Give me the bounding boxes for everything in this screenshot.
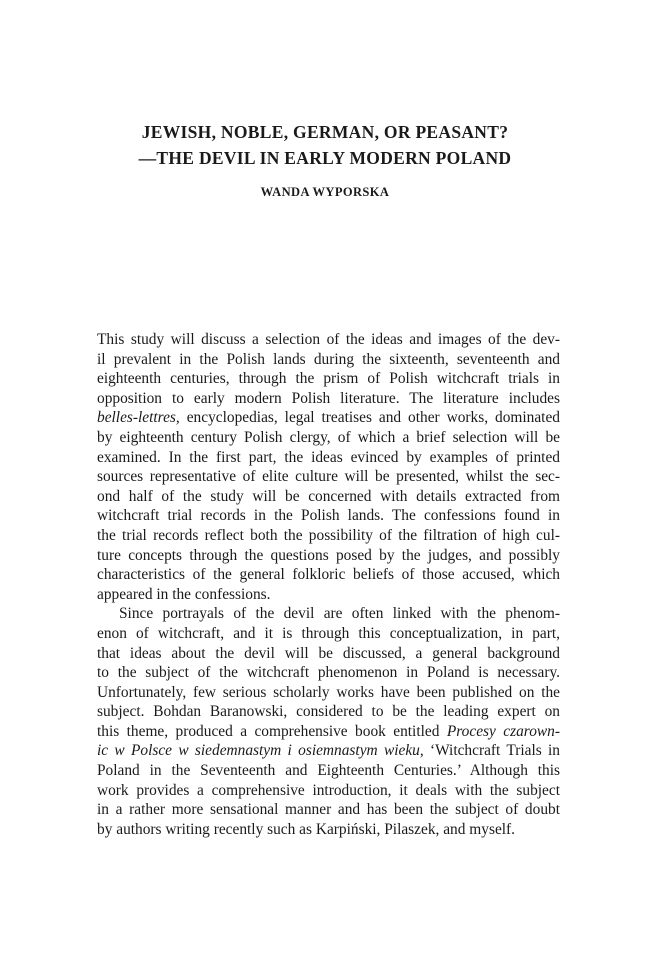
text-line: by authors writing recently such as Karpiński, Pilaszek, and myself. [97, 820, 516, 838]
text-line: sources representative of elite culture will be presented, whilst the sec- [97, 468, 560, 486]
text-line: opposition to early modern Polish literature. The literature includes [97, 389, 560, 407]
text-line: ture concepts through the questions posed by the judges, and possibly [97, 546, 560, 564]
chapter-title-line-2: —THE DEVIL IN EARLY MODERN POLAND [138, 148, 512, 168]
text-line: Poland in the Seventeenth and Eighteenth Centuries.’ Although this [97, 762, 560, 780]
text-line: subject. Bohdan Baranowski, considered to be the leading expert on [97, 703, 560, 721]
text-line: Unfortunately, few serious scholarly works have been published on the [97, 683, 560, 701]
text-run: ‘Witchcraft Trials in [430, 742, 560, 760]
text-line: eighteenth centuries, through the prism of Polish witchcraft trials in [97, 370, 560, 388]
text-line: in a rather more sensational manner and has been the subject of doubt [97, 801, 560, 819]
text-line [97, 722, 560, 742]
italic-title: Procesy czarown- [446, 722, 560, 740]
text-run: encyclopedias, legal treatises and other works, dominated [186, 409, 560, 427]
text-line [97, 741, 560, 761]
text-line: to the subject of the witchcraft phenomenon in Poland is necessary. [97, 664, 560, 682]
chapter-author: WANDA WYPORSKA [260, 185, 390, 199]
text-line: il prevalent in the Polish lands during the sixteenth, seventeenth and [97, 350, 560, 368]
text-run: this theme, produced a comprehensive book entitled [97, 722, 440, 740]
chapter-title-line-1: JEWISH, NOBLE, GERMAN, OR PEASANT? [141, 122, 509, 142]
italic-term: belles-lettres, [97, 409, 180, 427]
text-line: Since portrayals of the devil are often linked with the phenom- [119, 605, 560, 623]
text-line: work provides a comprehensive introduction, it deals with the subject [97, 781, 560, 799]
text-line: witchcraft trial records in the Polish lands. The confessions found in [97, 507, 560, 525]
text-line: ond half of the study will be concerned with details extracted from [97, 487, 560, 505]
paragraph-1 [97, 330, 560, 604]
text-line: appeared in the confessions. [97, 585, 271, 603]
text-line: This study will discuss a selection of the ideas and images of the dev- [97, 331, 560, 348]
text-line: the trial records reflect both the possibility of the filtration of high cul- [97, 526, 560, 544]
text-line: examined. In the first part, the ideas evinced by examples of printed [97, 448, 560, 466]
text-line: by eighteenth century Polish clergy, of which a brief selection will be [97, 428, 560, 446]
paragraph-2 [97, 604, 560, 839]
italic-title: ic w Polsce w siedemnastym i osiemnastym wieku, [97, 742, 424, 760]
text-line: that ideas about the devil will be discussed, a general background [97, 644, 560, 662]
text-line: enon of witchcraft, and it is through this conceptualization, in part, [97, 624, 560, 642]
text-line: characteristics of the general folkloric beliefs of those accused, which [97, 566, 560, 584]
body-text [97, 330, 560, 839]
text-line [97, 408, 560, 428]
